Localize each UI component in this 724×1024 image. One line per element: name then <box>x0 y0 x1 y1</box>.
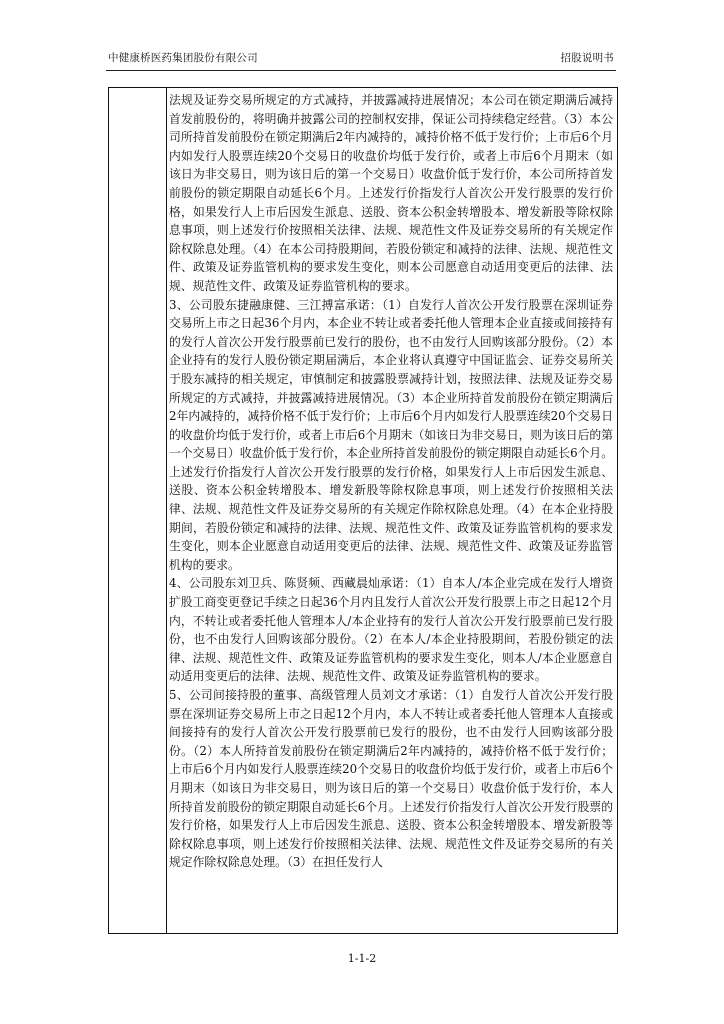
page-header <box>108 50 614 68</box>
company-name: 中健康桥医药集团股份有限公司 <box>108 52 258 64</box>
page-number: 1-1-2 <box>347 952 377 965</box>
commitment-text-cell <box>169 91 613 872</box>
document-type: 招股说明书 <box>560 52 614 64</box>
commitment-paragraph: 3、公司股东捷融康健、三江搏富承诺：（1）自发行人首次公开发行股票在深圳证券交易所上市之日起36个月内，本企业不转让或者委托他人管理本企业直接或间接持有的发行人首次公开发行股票前已发行的股份，也不由发行人回购该部分股份。（2）本企业持有的发行人股份锁定期届满后，本企业将认真遵守中国证监会、证券交易所关于股东减持的相关规定，审慎制定和披露股票减持计划，按照法律、法规及证券交易所规定的方式减持，并披露减持进展情况。（3）本企业所持首发前股份在锁定期满后2年内减持的，减持价格不低于发行价；上市后6个月内如发行人股票连续20个交易日的收盘价均低于发行价，或者上市后6个月期末（如该日为非交易日，则为该日后的第一个交易日）收盘价低于发行价，本企业所持首发前股份的锁定期限自动延长6个月。上述发行价指发行人首次公开发行股票的发行价格，如果发行人上市后因发生派息、送股、资本公积金转增股本、增发新股等除权除息事项，则上述发行价按照相关法律、法规、规范性文件及证券交易所的有关规定作除权除息处理。（4）在本企业持股期间，若股份锁定和减持的法律、法规、规范性文件、政策及证券监管机构的要求发生变化，则本企业愿意自动适用变更后的法律、法规、规范性文件、政策及证券监管机构的要求。 <box>169 297 613 572</box>
commitment-table <box>108 87 618 934</box>
header-rule <box>106 70 616 71</box>
commitment-paragraph: 法规及证券交易所规定的方式减持，并披露减持进展情况；本公司在锁定期满后减持首发前股份的，将明确并披露公司的控制权安排，保证公司持续稳定经营。（3）本公司所持首发前股份在锁定期满后2年内减持的，减持价格不低于发行价；上市后6个月内如发行人股票连续20个交易日的收盘价均低于发行价，或者上市后6个月期末（如该日为非交易日，则为该日后的第一个交易日）收盘价低于发行价，本公司所持首发前股份的锁定期限自动延长6个月。上述发行价指发行人首次公开发行股票的发行价格，如果发行人上市后因发生派息、送股、资本公积金转增股本、增发新股等除权除息事项，则上述发行价按照相关法律、法规、规范性文件及证券交易所的有关规定作除权除息处理。（4）在本公司持股期间，若股份锁定和减持的法律、法规、规范性文件、政策及证券监管机构的要求发生变化，则本公司愿意自动适用变更后的法律、法规、规范性文件、政策及证券监管机构的要求。 <box>169 93 613 293</box>
table-column-divider <box>166 88 167 933</box>
commitment-paragraph: 5、公司间接持股的董事、高级管理人员刘文才承诺：（1）自发行人首次公开发行股票在深圳证券交易所上市之日起12个月内，本人不转让或者委托他人管理本人直接或间接持有的发行人首次公开发行股票前已发行的股份，也不由发行人回购该部分股份。（2）本人所持首发前股份在锁定期满后2年内减持的，减持价格不低于发行价；上市后6个月内如发行人股票连续20个交易日的收盘价均低于发行价，或者上市后6个月期末（如该日为非交易日，则为该日后的第一个交易日）收盘价低于发行价，本人所持首发前股份的锁定期限自动延长6个月。上述发行价指发行人首次公开发行股票的发行价格，如果发行人上市后因发生派息、送股、资本公积金转增股本、增发新股等除权除息事项，则上述发行价按照相关法律、法规、规范性文件及证券交易所的有关规定作除权除息处理。（3）在担任发行人 <box>169 688 613 870</box>
commitment-paragraph: 4、公司股东刘卫兵、陈贤频、西藏晨灿承诺：（1）自本人/本企业完成在发行人增资扩股工商变更登记手续之日起36个月内且发行人首次公开发行股票上市之日起12个月内，不转让或者委托他人管理本人/本企业持有的发行人首次公开发行股票前已发行股份，也不由发行人回购该部分股份。（2）在本人/本企业持股期间，若股份锁定的法律、法规、规范性文件、政策及证券监管机构的要求发生变化，则本人/本企业愿意自动适用变更后的法律、法规、规范性文件、政策及证券监管机构的要求。 <box>169 576 613 684</box>
